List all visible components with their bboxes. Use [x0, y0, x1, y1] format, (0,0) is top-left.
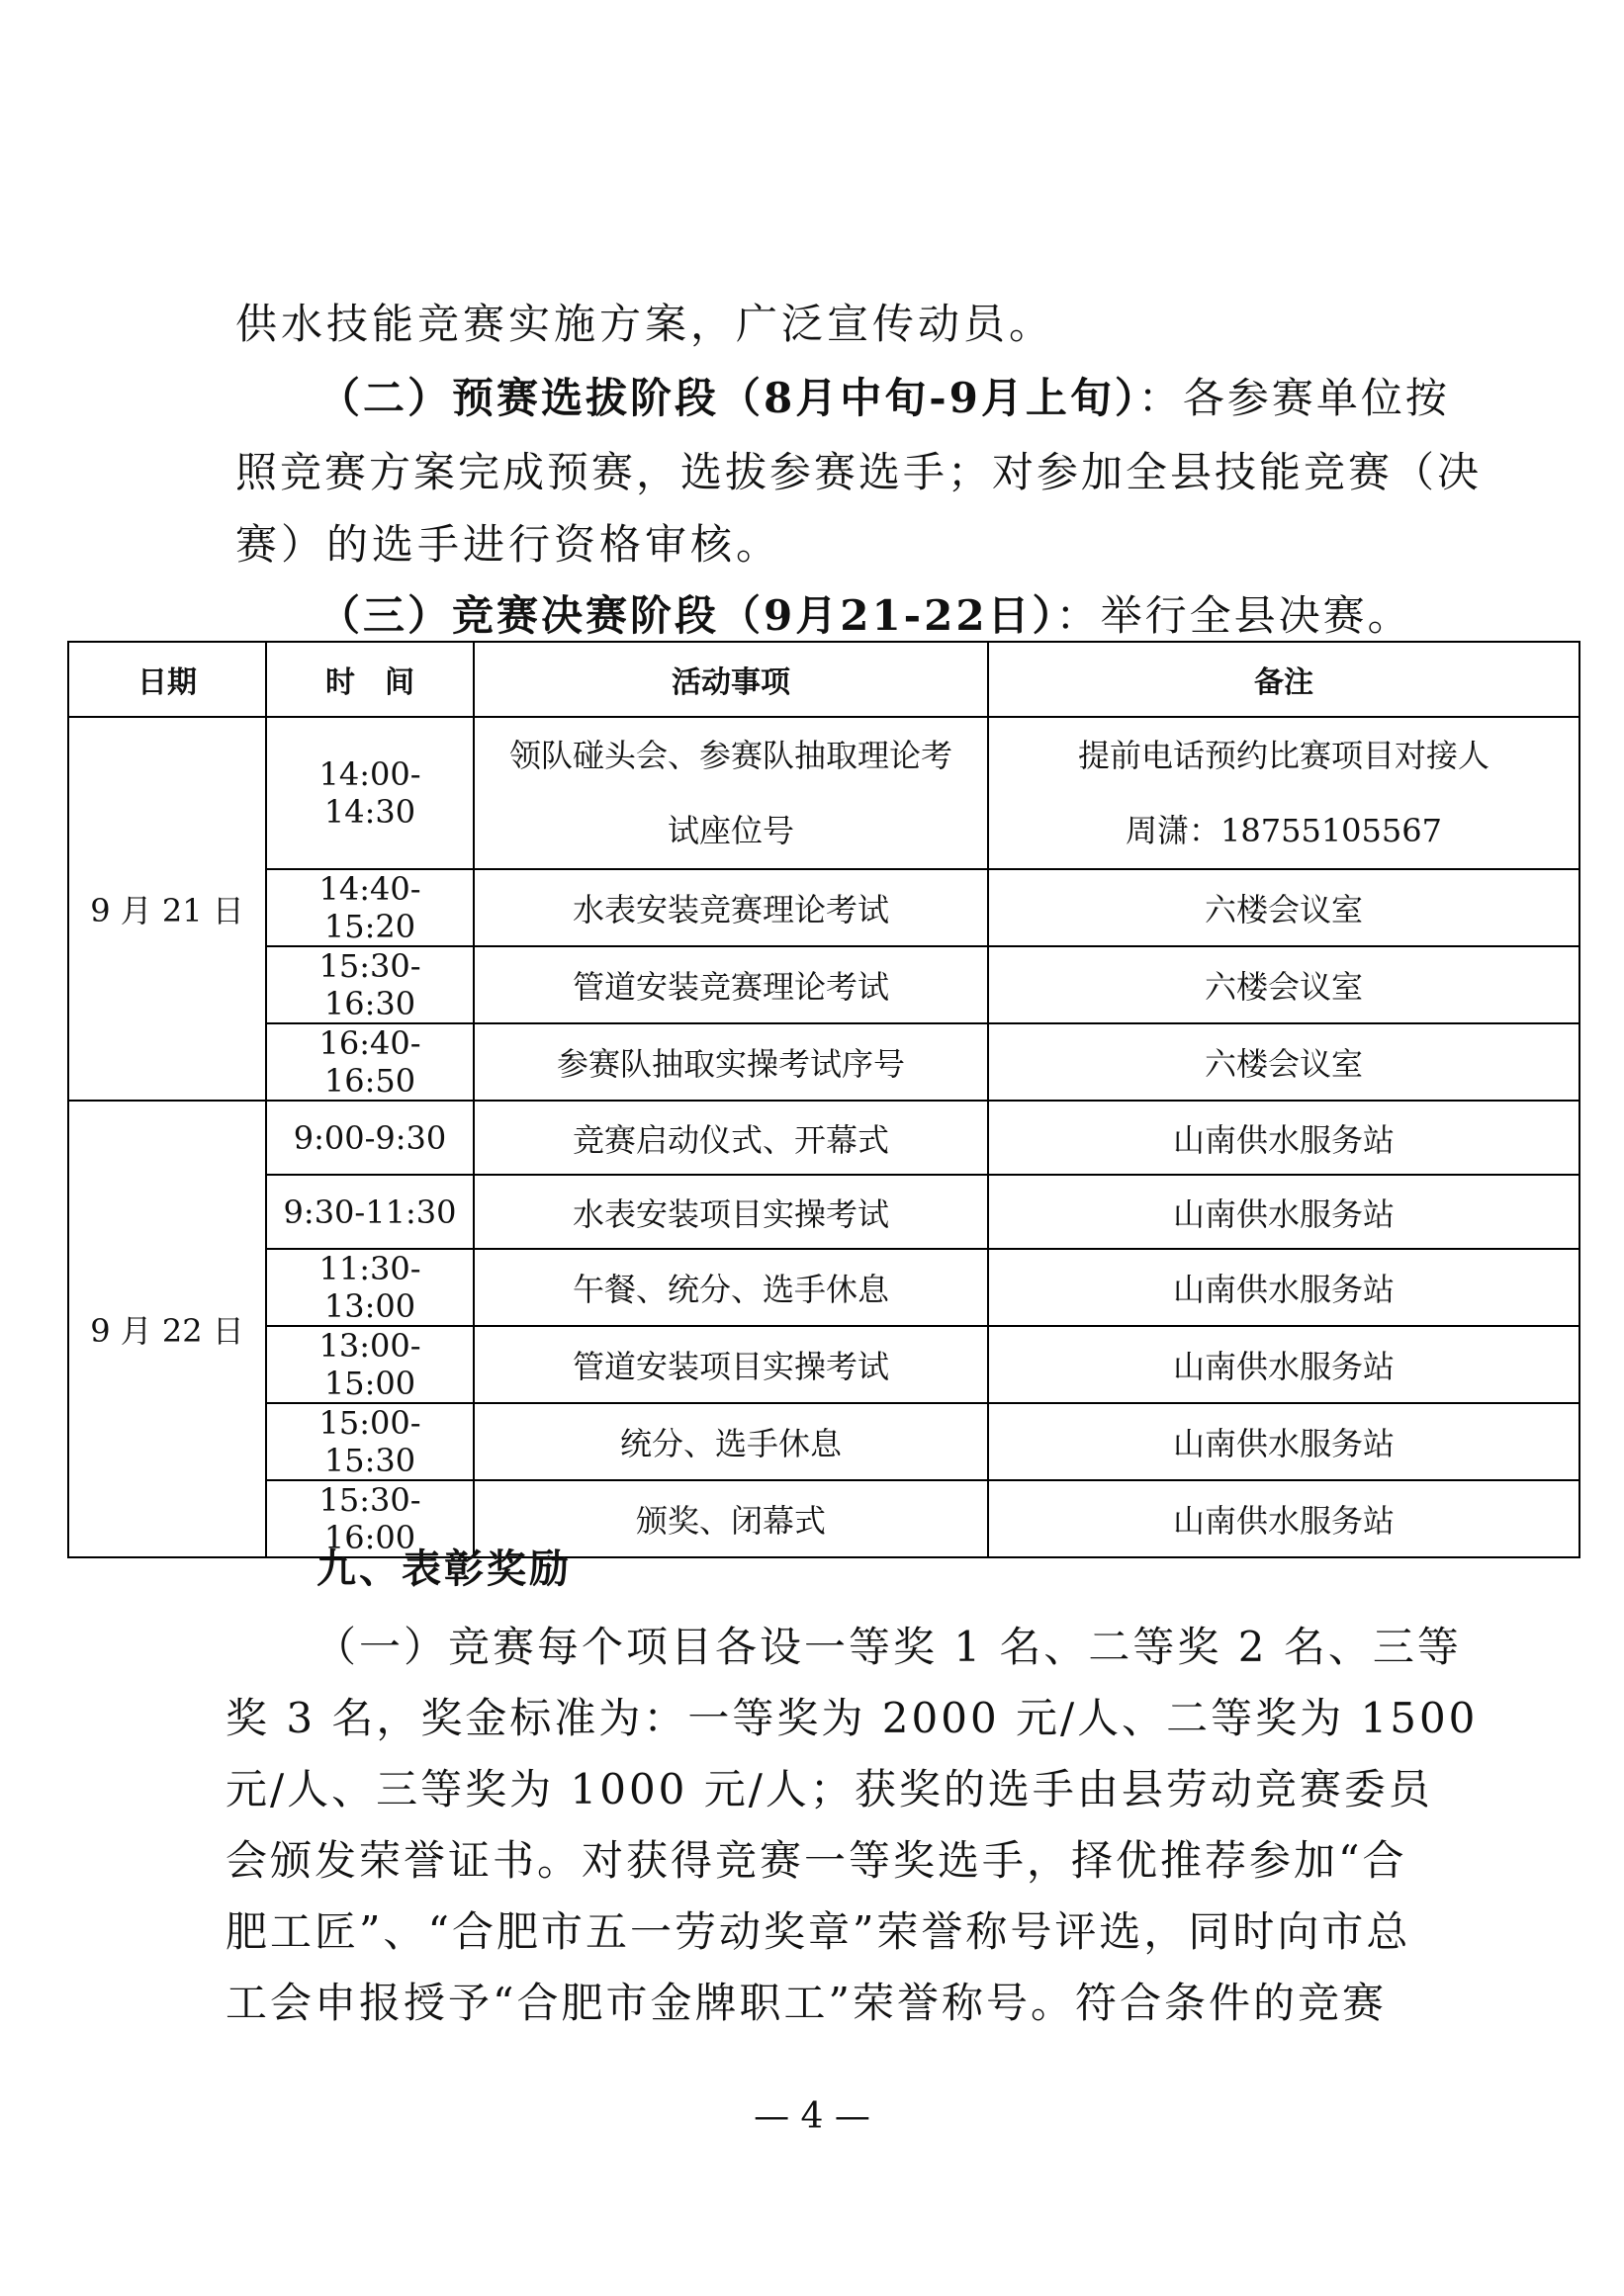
note-cell: 山南供水服务站 [988, 1101, 1579, 1175]
stage2-line-2: 照竞赛方案完成预赛，选拔参赛选手；对参加全县技能竞赛（决 [235, 448, 1483, 496]
note-line-1: 提前电话预约比赛项目对接人 [1077, 737, 1489, 774]
schedule-table [67, 641, 1580, 1558]
activity-line-1: 领队碰头会、参赛队抽取理论考 [508, 737, 952, 774]
table-row [68, 1023, 1579, 1101]
table-row [68, 1480, 1579, 1557]
table-header-row [68, 642, 1579, 717]
stage3-line [318, 583, 1412, 643]
note-line-2: 周潇：18755105567 [1126, 812, 1442, 849]
date-cell-day2: 9 月 22 日 [68, 1101, 266, 1557]
note-cell: 山南供水服务站 [988, 1326, 1579, 1403]
table-row [68, 717, 1579, 869]
section-heading: 九、表彰奖励 [316, 1546, 572, 1592]
stage3-title: （三）竞赛决赛阶段（9月21-22日） [318, 591, 1056, 640]
header-note: 备注 [988, 642, 1579, 717]
intro-line-1: 供水技能竞赛实施方案，广泛宣传动员。 [235, 300, 1055, 348]
activity-cell: 统分、选手休息 [474, 1403, 988, 1480]
table-row [68, 1326, 1579, 1403]
section9-line: 肥工匠”、“合肥市五一劳动奖章”荣誉称号评选，同时向市总 [226, 1907, 1411, 1956]
header-date: 日期 [68, 642, 266, 717]
table-row [68, 1175, 1579, 1249]
section9-line: 工会申报授予“合肥市金牌职工”荣誉称号。符合条件的竞赛 [226, 1979, 1387, 2027]
table-row [68, 946, 1579, 1023]
note-cell: 山南供水服务站 [988, 1480, 1579, 1557]
activity-cell: 参赛队抽取实操考试序号 [474, 1023, 988, 1101]
table-row [68, 869, 1579, 946]
page-number: — 4 — [754, 2096, 870, 2137]
note-cell: 山南供水服务站 [988, 1175, 1579, 1249]
time-cell: 15:00-15:30 [266, 1403, 474, 1480]
header-activity: 活动事项 [474, 642, 988, 717]
time-cell: 14:40-15:20 [266, 869, 474, 946]
activity-cell [474, 717, 988, 869]
section9-line: 奖 3 名，奖金标准为：一等奖为 2000 元/人、二等奖为 1500 [226, 1694, 1479, 1742]
table-row [68, 1249, 1579, 1326]
activity-cell: 午餐、统分、选手休息 [474, 1249, 988, 1326]
section9-line: 会颁发荣誉证书。对获得竞赛一等奖选手，择优推荐参加“合 [226, 1836, 1407, 1885]
section9-line: 元/人、三等奖为 1000 元/人；获奖的选手由县劳动竞赛委员 [226, 1765, 1433, 1813]
note-cell: 六楼会议室 [988, 946, 1579, 1023]
activity-cell: 水表安装竞赛理论考试 [474, 869, 988, 946]
note-cell [988, 717, 1579, 869]
section9-line: （一）竞赛每个项目各设一等奖 1 名、二等奖 2 名、三等 [315, 1623, 1462, 1671]
table-row [68, 1101, 1579, 1175]
time-cell: 14:00-14:30 [266, 717, 474, 869]
note-cell: 六楼会议室 [988, 1023, 1579, 1101]
activity-cell: 管道安装竞赛理论考试 [474, 946, 988, 1023]
stage2-line-3: 赛）的选手进行资格审核。 [235, 520, 782, 569]
date-cell-day1: 9 月 21 日 [68, 717, 266, 1101]
time-cell: 15:30-16:00 [266, 1480, 474, 1557]
stage2-text-1: ：各参赛单位按 [1137, 374, 1450, 422]
note-cell: 六楼会议室 [988, 869, 1579, 946]
table-row [68, 1403, 1579, 1480]
activity-cell: 颁奖、闭幕式 [474, 1480, 988, 1557]
time-cell: 11:30-13:00 [266, 1249, 474, 1326]
time-cell: 15:30-16:30 [266, 946, 474, 1023]
time-cell: 9:30-11:30 [266, 1175, 474, 1249]
activity-cell: 管道安装项目实操考试 [474, 1326, 988, 1403]
note-cell: 山南供水服务站 [988, 1249, 1579, 1326]
section9-body [226, 1612, 1479, 2039]
time-cell: 13:00-15:00 [266, 1326, 474, 1403]
time-cell: 9:00-9:30 [266, 1101, 474, 1175]
stage3-text: ：举行全县决赛。 [1055, 591, 1412, 640]
header-time: 时 间 [266, 642, 474, 717]
activity-line-2: 试座位号 [667, 812, 794, 849]
note-cell: 山南供水服务站 [988, 1403, 1579, 1480]
stage2-title: （二）预赛选拔阶段（8月中旬-9月上旬） [318, 374, 1138, 422]
activity-cell: 竞赛启动仪式、开幕式 [474, 1101, 988, 1175]
time-cell: 16:40-16:50 [266, 1023, 474, 1101]
stage2-line-1 [318, 366, 1450, 425]
activity-cell: 水表安装项目实操考试 [474, 1175, 988, 1249]
